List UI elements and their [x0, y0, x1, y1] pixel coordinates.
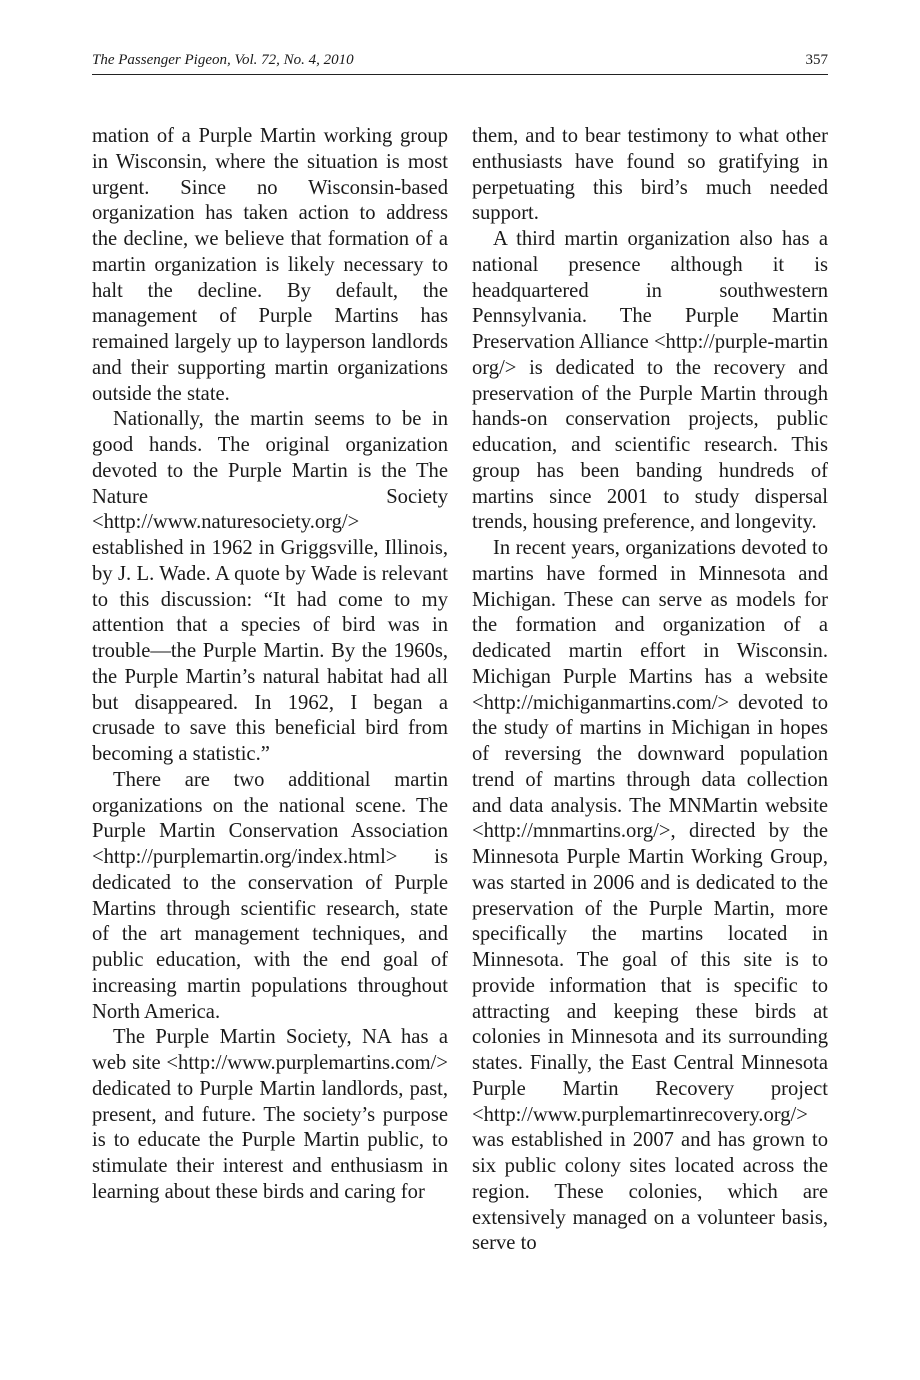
paragraph: The Purple Martin Society, NA has a web site <http://www.purplemartins.com/> dedicated to Purple Martin landlords, past, present, and future. The society’s purpose is to educate the Purple Martin public, to stimulate their interest and enthusiasm in learning about these birds and caring for	[92, 1026, 448, 1203]
paragraph: them, and to bear testimony to what other enthusiasts have found so gratifying in perpetuating this bird’s much needed support.	[472, 125, 828, 225]
running-header	[92, 50, 828, 75]
paragraph: In recent years, organizations devoted to martins have formed in Minnesota and Michigan. These can serve as models for the formation and organization of a dedicated martin effort in Wisconsin. Michigan Purple Martins has a website <http://michiganmartins.com/> devoted to the study of martins in Michigan in hopes of reversing the downward population trend of martins through data collection and data analysis. The MNMartin website <http://mnmartins.org/>, directed by the Minnesota Purple Martin Working Group, was started in 2006 and is dedicated to the preservation of the Purple Martin, more specifically the martins located in Minnesota. The goal of this site is to provide information that is specific to attracting and keeping these birds at colonies in Minnesota and its surrounding states. Finally, the East Central Minnesota Purple Martin Recovery project <http://www.purplemartinrecovery.org/> was established in 2007 and has grown to six public colony sites located across the region. These colonies, which are extensively managed on a volunteer basis, serve to	[472, 537, 828, 1255]
paragraph: Nationally, the martin seems to be in good hands. The original organization devoted to the Purple Martin is the The Nature Society <http://www.naturesociety.org/> established in 1962 in Griggsville, Illinois, by J. L. Wade. A quote by Wade is relevant to this discussion: “It had come to my attention that a species of bird was in trouble—the Purple Martin. By the 1960s, the Purple Martin’s natural habitat had all but disappeared. In 1962, I began a crusade to save this beneficial bird from becoming a statistic.”	[92, 408, 448, 765]
right-column	[472, 124, 828, 1257]
journal-citation: The Passenger Pigeon, Vol. 72, No. 4, 2010	[92, 52, 354, 68]
left-column	[92, 124, 448, 1206]
paragraph: mation of a Purple Martin working group in Wisconsin, where the situation is most urgent. Since no Wisconsin-based organization has taken action to address the decline, we believe that formation of a martin organization is likely necessary to halt the decline. By default, the management of Purple Martins has remained largely up to layperson landlords and their supporting martin organizations outside the state.	[92, 125, 448, 405]
paragraph: There are two additional martin organizations on the national scene. The Purple Martin Conservation Association <http://purplemartin.org/index.html> is dedicated to the conservation of Purple Martins through scientific research, state of the art management techniques, and public education, with the end goal of increasing martin populations throughout North America.	[92, 768, 448, 1023]
paragraph: A third martin organization also has a national presence although it is headquartered in southwestern Pennsylvania. The Purple Martin Preservation Alliance <http://purple-martin org/> is dedicated to the recovery and preservation of the Purple Martin through hands-on conservation projects, public education, and scientific research. This group has been banding hundreds of martins since 2001 to study dispersal trends, housing preference, and longevity.	[472, 228, 828, 534]
page-number: 357	[805, 52, 828, 68]
